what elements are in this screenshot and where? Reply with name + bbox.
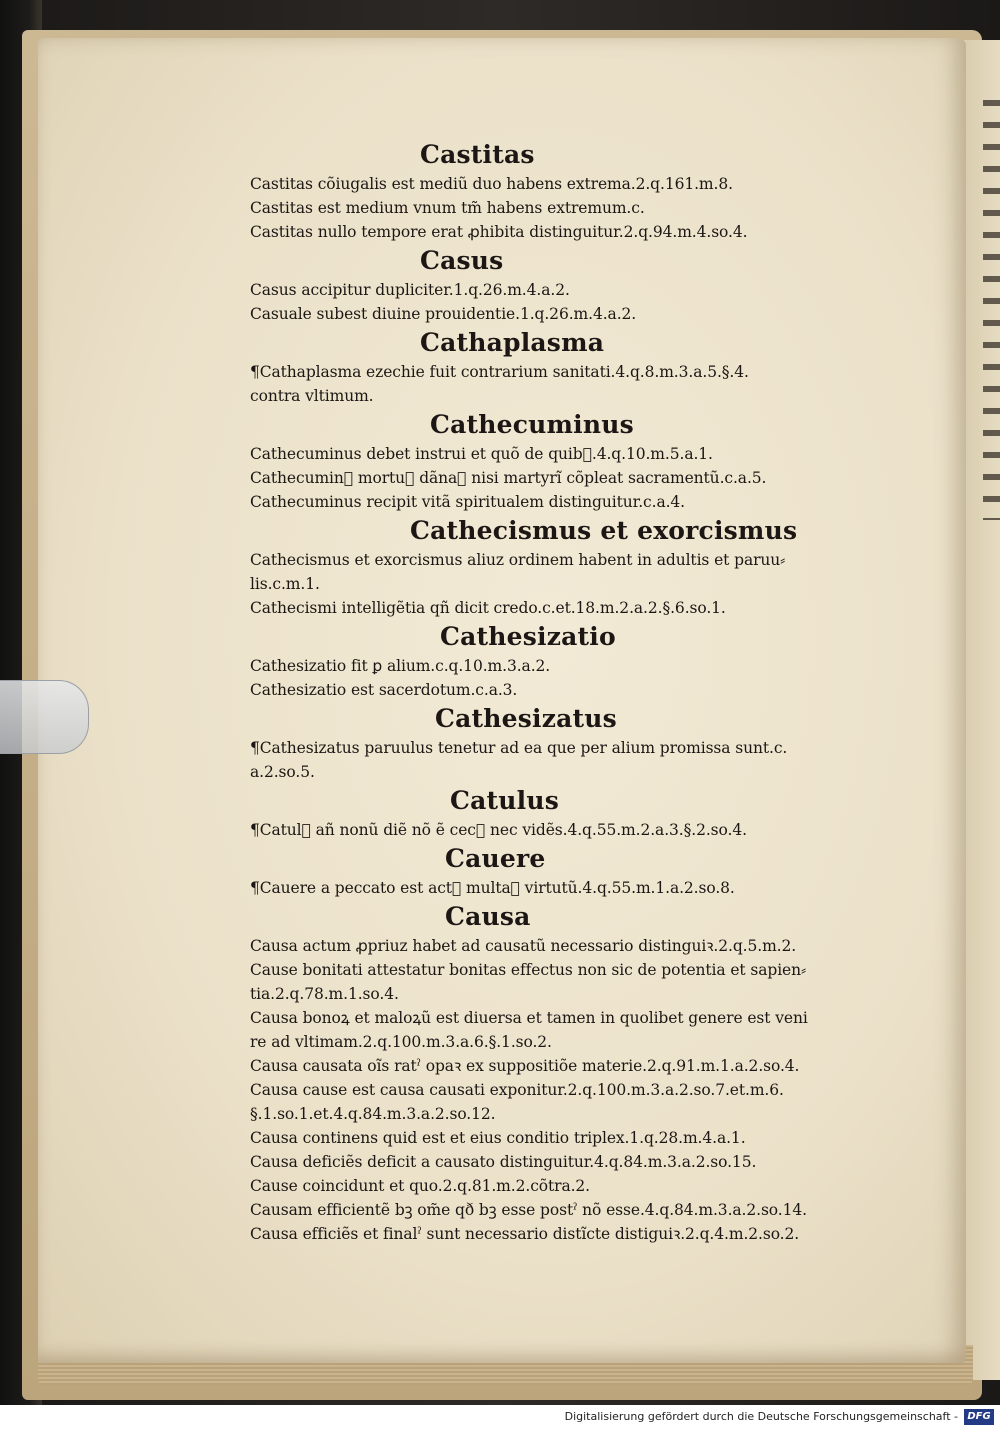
entry-line: Causa efficiẽs et finalˀ sunt necessario distĩcte distiguiꝛ.2.q.4.m.2.so.2. bbox=[250, 1225, 800, 1243]
entry-line: Castitas cõiugalis est mediũ duo habens extrema.2.q.161.m.8. bbox=[250, 175, 733, 193]
index-entry bbox=[250, 784, 910, 842]
entry-line: Causam efficientẽ bꝫ om̃e qð bꝫ esse postˀ nõ esse.4.q.84.m.3.a.2.so.14. bbox=[250, 1201, 807, 1219]
entry-heading: Cathesizatus bbox=[435, 704, 617, 733]
entry-line: Casuale subest diuine prouidentie.1.q.26.m.4.a.2. bbox=[250, 305, 637, 323]
entry-line: Cathecumin᷒ mortu᷒ dãnaꝛ nisi martyrĩ cõpleat sacramentũ.c.a.5. bbox=[250, 469, 767, 487]
entry-line: Causa deficiẽs deficit a causato distinguitur.4.q.84.m.3.a.2.so.15. bbox=[250, 1153, 757, 1171]
index-entry bbox=[250, 326, 910, 408]
entry-line: §.1.so.1.et.4.q.84.m.3.a.2.so.12. bbox=[250, 1105, 496, 1123]
entry-line: a.2.so.5. bbox=[250, 763, 315, 781]
index-entry bbox=[250, 620, 910, 702]
entry-line: Cause bonitati attestatur bonitas effectus non sic de potentia et sapien⸗ bbox=[250, 961, 807, 979]
entry-line: tia.2.q.78.m.1.so.4. bbox=[250, 985, 399, 1003]
entry-line: ¶Catul᷒ añ nonũ diẽ nõ ẽ cec᷒ nec vidẽs.4.q.55.m.2.a.3.§.2.so.4. bbox=[250, 821, 747, 839]
entry-heading: Cathecuminus bbox=[430, 410, 634, 439]
entry-line: Causa actum ꝓpriuz habet ad causatũ necessario distinguiꝛ.2.q.5.m.2. bbox=[250, 937, 797, 955]
entry-line: Castitas est medium vnum tm̃ habens extremum.c. bbox=[250, 199, 645, 217]
entry-line: re ad vltimam.2.q.100.m.3.a.6.§.1.so.2. bbox=[250, 1033, 552, 1051]
entry-line: lis.c.m.1. bbox=[250, 575, 320, 593]
entry-line: Causa cause est causa causati exponitur.2.q.100.m.3.a.2.so.7.et.m.6. bbox=[250, 1081, 784, 1099]
footer-bar bbox=[0, 1405, 1000, 1430]
index-entry bbox=[250, 514, 910, 620]
index-entry bbox=[250, 244, 910, 326]
entry-heading: Cathecismus et exorcismus bbox=[410, 516, 798, 545]
entry-line: ¶Cathesizatus paruulus tenetur ad ea que per alium promissa sunt.c. bbox=[250, 739, 788, 757]
entry-heading: Castitas bbox=[420, 140, 535, 169]
entry-line: Causa continens quid est et eius conditio triplex.1.q.28.m.4.a.1. bbox=[250, 1129, 746, 1147]
entry-line: Cause coincidunt et quo.2.q.81.m.2.cõtra.2. bbox=[250, 1177, 591, 1195]
page-clip bbox=[0, 680, 89, 754]
entry-heading: Cauere bbox=[445, 844, 546, 873]
entry-line: Cathecuminus recipit vitã spiritualem distinguitur.c.a.4. bbox=[250, 493, 685, 511]
entry-heading: Catulus bbox=[450, 786, 559, 815]
entry-heading: Cathaplasma bbox=[420, 328, 605, 357]
index-entry bbox=[250, 138, 910, 244]
facing-page-text-fragments bbox=[983, 100, 1000, 520]
entry-line: Causa causata oĩs ratˀ opaꝛ ex suppositiõe materie.2.q.91.m.1.a.2.so.4. bbox=[250, 1057, 800, 1075]
entry-line: Cathesizatio est sacerdotum.c.a.3. bbox=[250, 681, 518, 699]
entry-line: Cathesizatio fit ꝑ alium.c.q.10.m.3.a.2. bbox=[250, 657, 551, 675]
index-entry bbox=[250, 842, 910, 900]
entry-line: Castitas nullo tempore erat ꝓhibita distinguitur.2.q.94.m.4.so.4. bbox=[250, 223, 748, 241]
index-entry bbox=[250, 408, 910, 514]
dfg-logo: DFG bbox=[964, 1409, 994, 1425]
index-entry bbox=[250, 900, 910, 1246]
entry-line: ¶Cauere a peccato est act᷒ multaꝝ virtutũ.4.q.55.m.1.a.2.so.8. bbox=[250, 879, 735, 897]
entry-heading: Causa bbox=[445, 902, 531, 931]
footer-credit-text: Digitalisierung gefördert durch die Deutsche Forschungsgemeinschaft - bbox=[564, 1410, 958, 1423]
entry-heading: Cathesizatio bbox=[440, 622, 616, 651]
entry-heading: Casus bbox=[420, 246, 504, 275]
entry-line: Cathecismi intelligẽtia qñ dicit credo.c.et.18.m.2.a.2.§.6.so.1. bbox=[250, 599, 726, 617]
entry-line: Causa bonoꝝ et maloꝝũ est diuersa et tamen in quolibet genere est veni bbox=[250, 1009, 808, 1027]
entry-line: Cathecuminus debet instrui et quõ de quib᷒.4.q.10.m.5.a.1. bbox=[250, 445, 713, 463]
index-text-block bbox=[250, 138, 910, 1246]
index-entry bbox=[250, 702, 910, 784]
entry-line: Casus accipitur dupliciter.1.q.26.m.4.a.2. bbox=[250, 281, 570, 299]
entry-line: contra vltimum. bbox=[250, 387, 374, 405]
entry-line: ¶Cathaplasma ezechie fuit contrarium sanitati.4.q.8.m.3.a.5.§.4. bbox=[250, 363, 749, 381]
entry-line: Cathecismus et exorcismus aliuz ordinem habent in adultis et paruu⸗ bbox=[250, 551, 786, 569]
